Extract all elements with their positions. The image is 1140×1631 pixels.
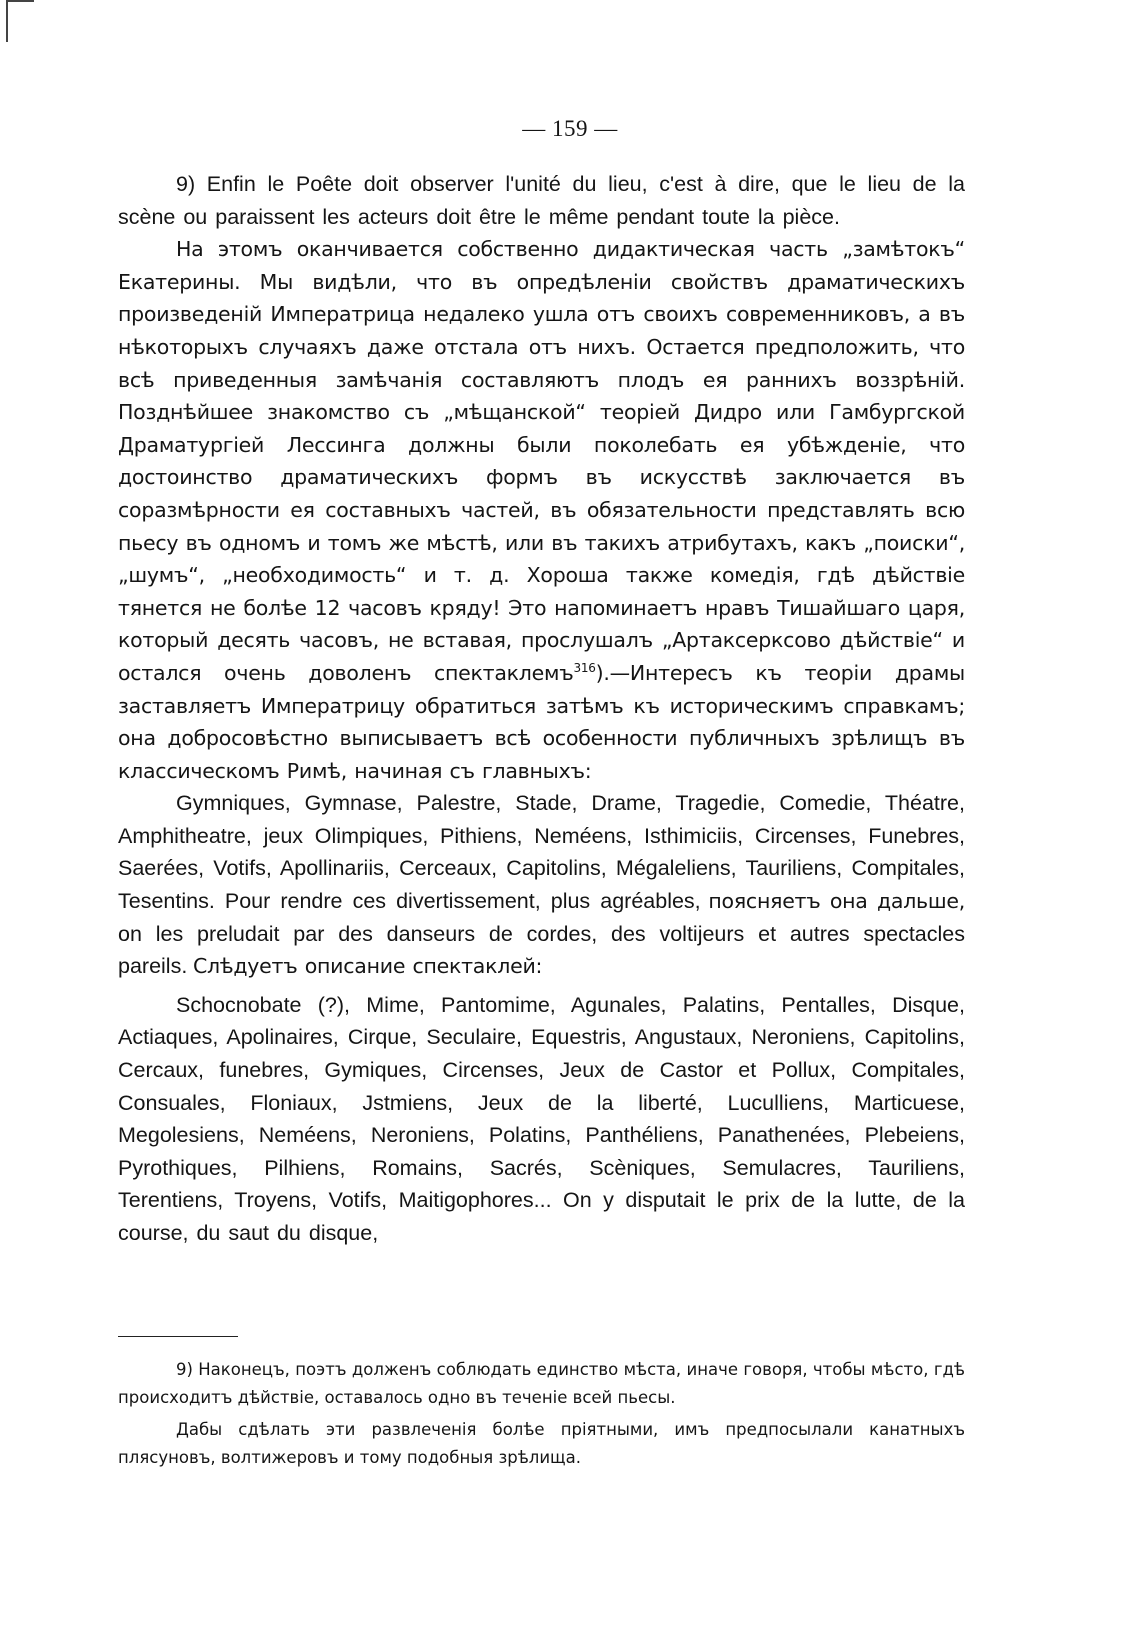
spectacles-cyrillic-tail: Слѣдуетъ описание спектаклей: <box>192 954 543 979</box>
footnotes <box>118 1356 965 1476</box>
footnote-translation-1: 9) Наконецъ, поэтъ долженъ соблюдать единство мѣста, иначе говоря, чтобы мѣсто, гдѣ происходитъ дѣйствіе, оставалось одно въ теченіе всей пьесы. <box>118 1360 965 1407</box>
paragraph-games-list: Schocnobate (?), Mime, Pantomime, Agunales, Palatins, Pentalles, Disque, Actiaques, Apolinaires, Cirque, Seculaire, Equestris, Angustaux, Neroniens, Capitolins, Cercaux, funebres, Gymiques, Circenses, Jeux de Castor et Pollux, Compitales, Consuales, Floniaux, Jstmiens, Jeux de la liberté, Luculliens, Marticuese, Megolesiens, Neméens, Neroniens, Polatins, Panthéliens, Panathenées, Plebeiens, Pyrothiques, Pilhiens, Romains, Sacrés, Scèniques, Semulacres, Tauriliens, Terentiens, Troyens, Votifs, Maitigophores... On y disputait le prix de la lutte, de la course, du saut du disque, <box>118 992 965 1245</box>
scan-corner-mark <box>6 0 34 42</box>
spectacles-list-continuation: on les preludait par des danseurs de cordes, des voltijeurs et autres spectacles pareils. <box>118 921 965 979</box>
footnote-divider <box>118 1336 238 1337</box>
paragraph-unity-of-place: 9) Enfin le Poête doit observer l'unité du lieu, c'est à dire, que le lieu de la scène ou paraissent les acteurs doit être le même pendant toute la pièce. <box>118 172 965 229</box>
page-number: — 159 — <box>522 116 618 141</box>
commentary-text-part-1: На этомъ оканчивается собственно дидактическая часть „замѣтокъ“ Екатерины. Мы видѣли, что въ опредѣленіи свойствъ драматическихъ произведеній Императрица недалеко ушла отъ своихъ современниковъ, а въ нѣкоторыхъ случаяхъ даже отстала отъ нихъ. Остается предположить, что всѣ приведенныя замѣчанія составляютъ плодъ ея раннихъ воззрѣній. Позднѣйшее знакомство съ „мѣщанской“ теоріей Дидро или Гамбургской Драматургіей Лессинга должны были поколебать ея убѣжденіе, что достоинство драматическихъ формъ въ искусствѣ заключается въ соразмѣрности ея составныхъ частей, въ обязательности представлять всю пьесу въ одномъ и томъ же мѣстѣ, или въ такихъ атрибутахъ, какъ „поиски“, „шумъ“, „необходимость“ и т. д. Хороша также комедія, гдѣ дѣйствіе тянется не болѣе 12 часовъ кряду! Это напоминаетъ нравъ Тишайшаго царя, который десять часовъ, не вставая, прослушалъ „Артаксерксово дѣйствіе“ и остался очень доволенъ спектаклемъ <box>118 237 965 685</box>
footnote-translation-2: Дабы сдѣлать эти развлеченія болѣе пріятными, имъ предпосылали канатныхъ плясуновъ, волтижеровъ и тому подобныя зрѣлища. <box>118 1420 965 1467</box>
commentary-text-part-2: ).—Интересъ къ теоріи драмы заставляетъ Императрицу обратиться затѣмъ къ историческимъ справкамъ; она добросовѣстно выписываетъ всѣ особенности публичныхъ зрѣлищъ въ классическомъ Римѣ, начиная съ главныхъ: <box>118 660 965 783</box>
paragraph-commentary <box>118 233 965 787</box>
spectacles-list-text: Gymniques, Gymnase, Palestre, Stade, Drame, Tragedie, Comedie, Théatre, Amphitheatre, jeux Olimpiques, Pithiens, Neméens, Isthimiciis, Circenses, Funebres, Saerées, Votifs, Apollinariis, Cerceaux, Capitolins, Mégaleliens, Tauriliens, Compitales, Tesentins. Pour rendre ces divertissement, plus agréables, <box>118 791 965 914</box>
main-text <box>118 168 965 1250</box>
paragraph-spectacles-list <box>118 787 965 983</box>
spectacles-cyrillic-insert: поясняетъ она дальше, <box>708 889 966 914</box>
footnote-reference: 316 <box>573 661 596 676</box>
